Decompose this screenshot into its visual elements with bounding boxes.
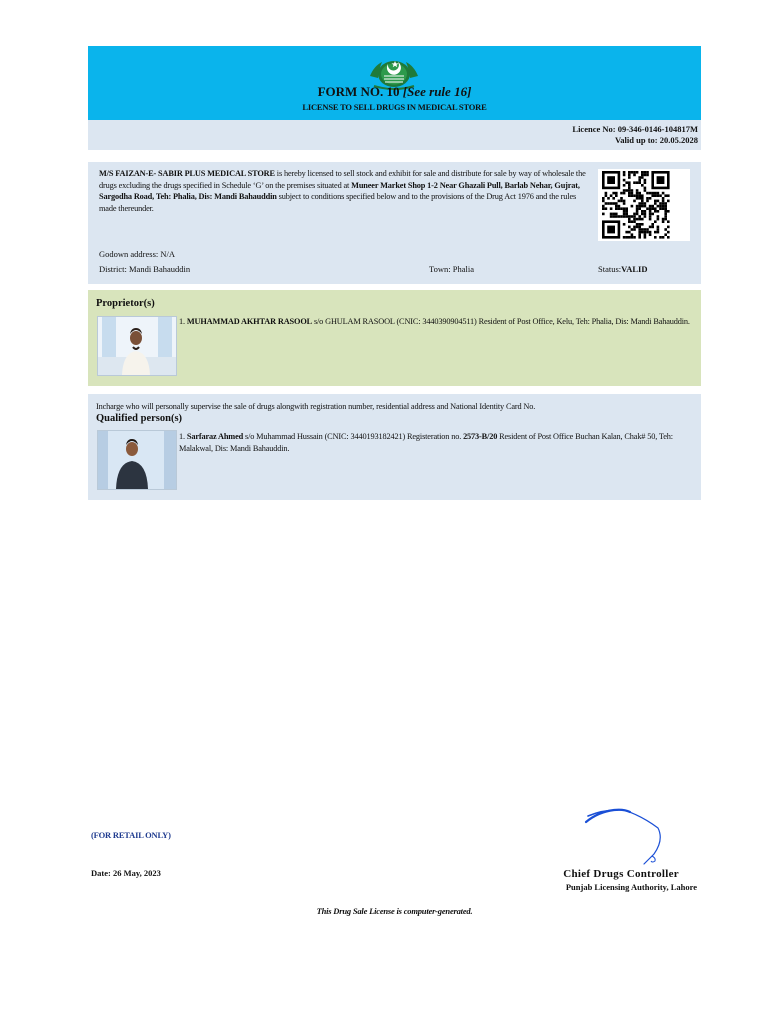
qualified-person-photo <box>97 430 177 490</box>
computer-generated-note: This Drug Sale License is computer-generated. <box>316 906 473 916</box>
store-address: Muneer Market Shop 1-2 Near Ghazali Pull, Barlab Nehar, Gujrat, Sargodha Road, Teh: Phalia, Dis: Mandi Bahauddin <box>99 180 580 201</box>
form-subtitle: LICENSE TO SELL DRUGS IN MEDICAL STORE <box>302 102 487 112</box>
chief-drugs-controller: Chief Drugs Controller <box>563 868 679 880</box>
qr-code-icon <box>598 169 690 241</box>
status <box>598 264 647 274</box>
godown-address: Godown address: N/A <box>99 249 176 259</box>
status-value: VALID <box>621 264 648 274</box>
qualified-person-details <box>179 431 691 454</box>
proprietor-index: 1. <box>179 317 187 326</box>
town: Town: Phalia <box>429 264 474 274</box>
incharge-note: Incharge who will personally supervise the sale of drugs alongwith registration number, residential address and National Identity Card No. <box>96 402 536 411</box>
qualified-name: Sarfaraz Ahmed <box>186 432 244 441</box>
proprietor-info: s/o GHULAM RASOOL (CNIC: 3440390904511) Resident of Post Office, Kelu, Teh: Phalia, Dis: Mandi Bahauddin. <box>312 317 690 326</box>
qualified-info-2: Resident of Post Office Buchan Kalan, Chak# 50, Teh: Malakwal, Dis: Mandi Bahauddin. <box>179 432 673 453</box>
proprietor-photo <box>97 316 177 376</box>
proprietor-heading: Proprietor(s) <box>96 298 155 309</box>
store-text-part-1: is hereby licensed to sell stock and exhibit for sale and distribute for sale by way of wholesale the drugs excluding the drugs specified in Schedule ‘G’ on the premises situated at <box>99 169 586 190</box>
licence-number: Licence No: 09-346-0146-104817M <box>572 124 698 134</box>
qualified-index: 1. <box>179 432 187 441</box>
issue-date: Date: 26 May, 2023 <box>91 868 161 878</box>
qualified-info-1: s/o Muhammad Hussain (CNIC: 3440193182421) Registeration no. <box>243 432 464 441</box>
store-text-part-2: subject to conditions specified below and to the provisions of the Drug Act 1976 and the rules made thereunder. <box>99 192 577 213</box>
signature-icon <box>580 800 670 865</box>
retail-only-note: (FOR RETAIL ONLY) <box>91 830 171 840</box>
status-label: Status: <box>598 264 622 274</box>
valid-up-to: Valid up to: 20.05.2028 <box>614 135 698 145</box>
form-number: FORM NO. 10 <box>317 84 400 99</box>
licensing-authority: Punjab Licensing Authority, Lahore <box>565 882 697 892</box>
store-licence-text <box>99 168 595 214</box>
form-title <box>88 84 701 100</box>
registration-number: 2573-B/20 <box>463 432 498 441</box>
proprietor-details <box>179 316 691 328</box>
proprietor-name: MUHAMMAD AKHTAR RASOOL <box>186 317 313 326</box>
store-name: M/S FAIZAN-E- SABIR PLUS MEDICAL STORE <box>99 169 275 178</box>
proprietor-panel <box>88 290 701 386</box>
form-rule: [See rule 16] <box>402 84 472 99</box>
district: District: Mandi Bahauddin <box>99 264 191 274</box>
qualified-person-heading: Qualified person(s) <box>96 413 183 424</box>
